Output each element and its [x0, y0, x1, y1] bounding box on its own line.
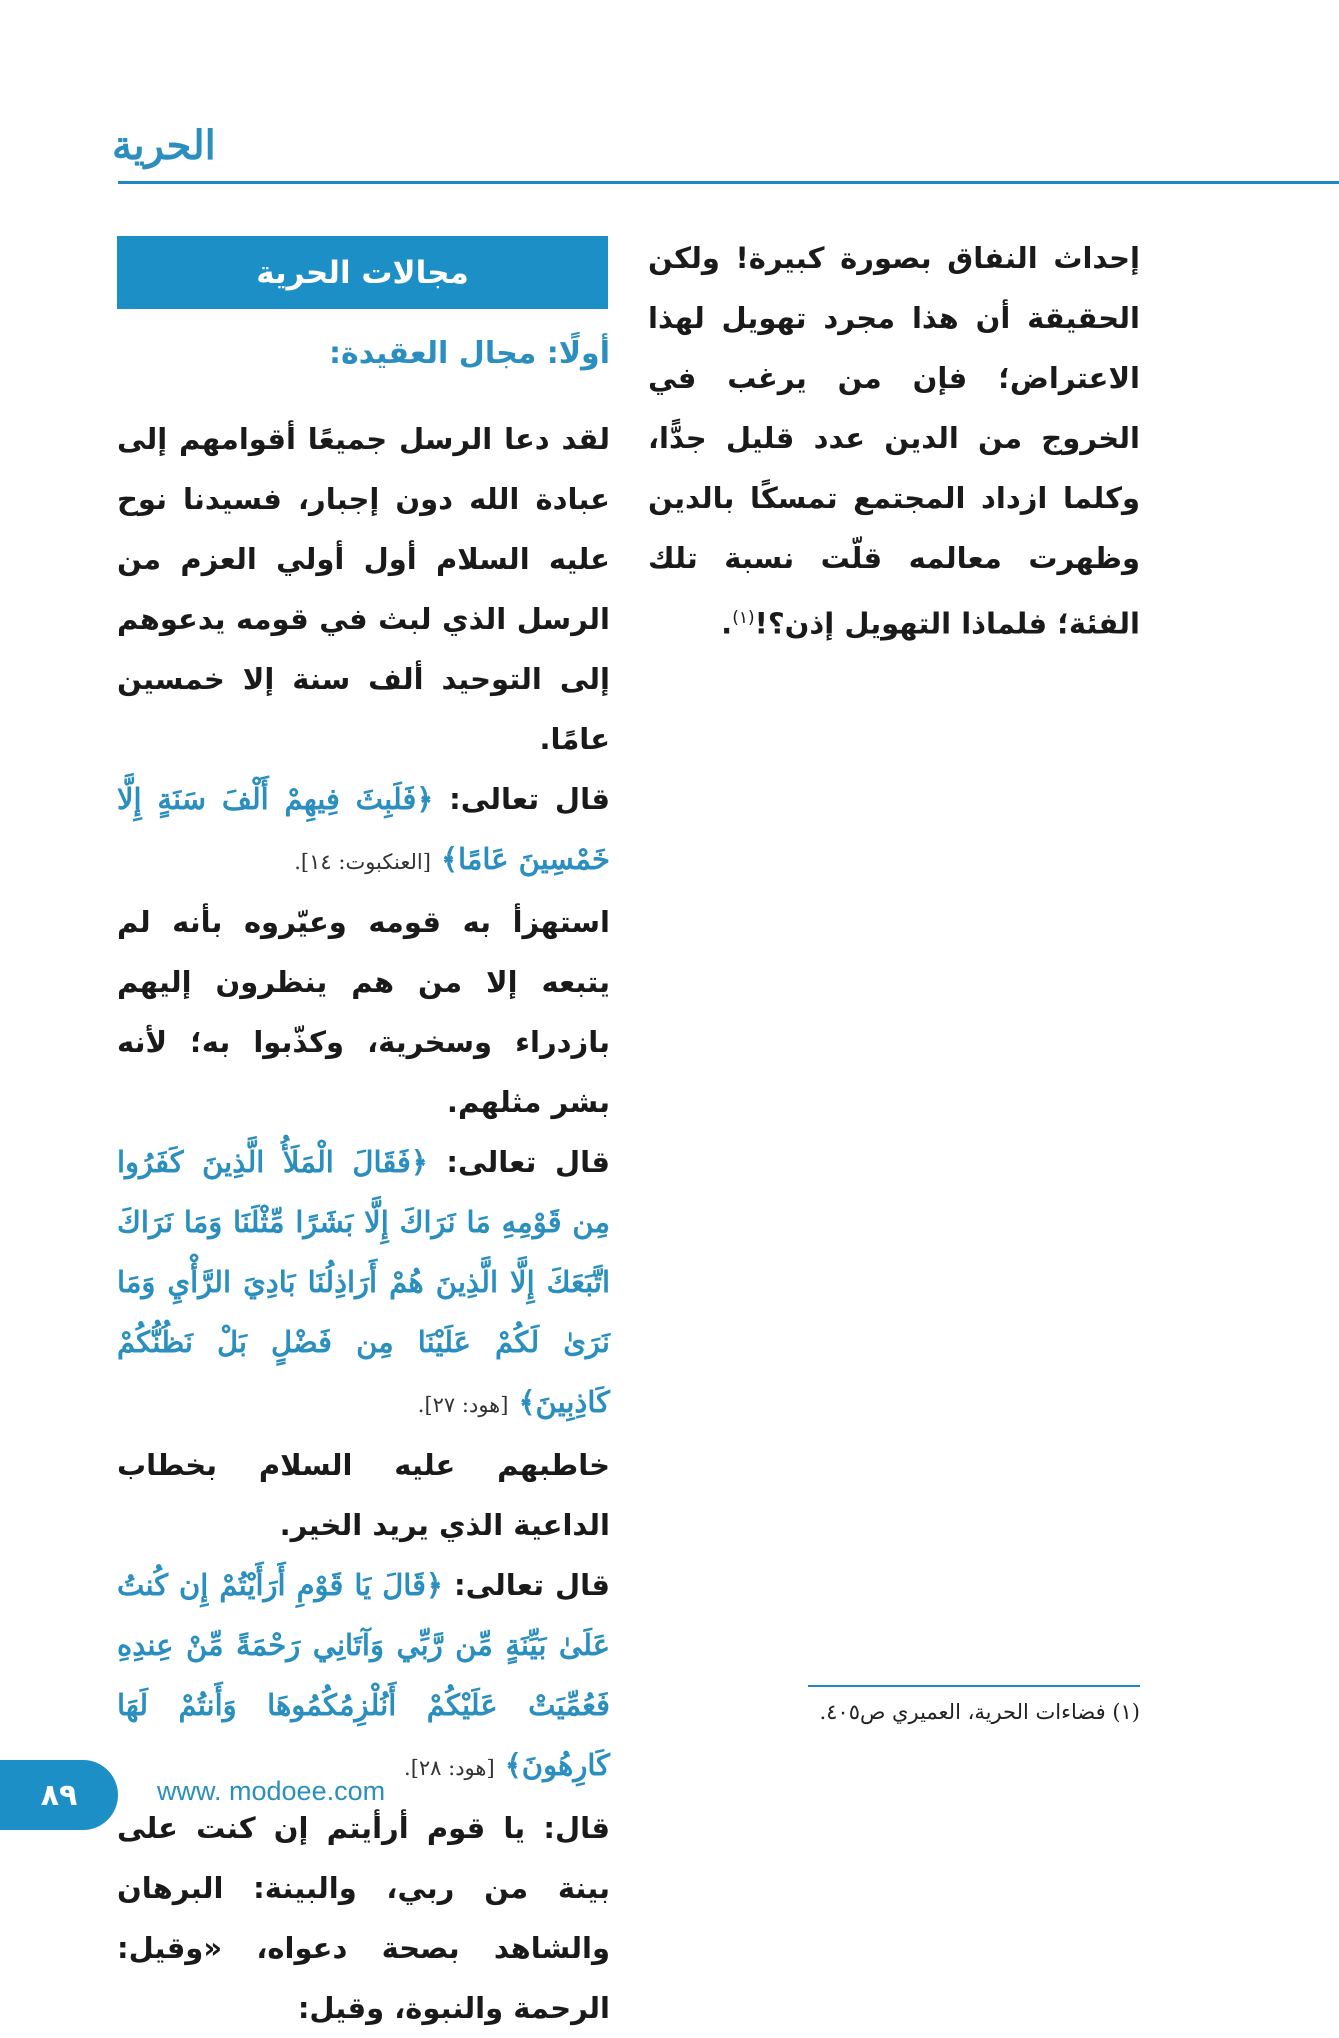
footnote-divider	[808, 1685, 1140, 1687]
page-number-badge	[0, 1760, 118, 1830]
quran-quote: قال تعالى: ﴿فَقَالَ الْمَلَأُ الَّذِينَ كَفَرُوا مِن قَوْمِهِ مَا نَرَاكَ إِلَّا بَشَرًا مِّثْلَنَا وَمَا نَرَاكَ اتَّبَعَكَ إِلَّا الَّذِينَ هُمْ أَرَاذِلُنَا بَادِيَ الرَّأْيِ وَمَا نَرَىٰ لَكُمْ عَلَيْنَا مِن فَضْلٍ بَلْ نَظُنُّكُمْ كَاذِبِينَ﴾ [هود: ٢٧].	[117, 1145, 610, 1419]
section-heading-label: مجالات الحرية	[256, 254, 469, 291]
right-column	[648, 228, 1140, 654]
quran-quote: قال تعالى: ﴿قَالَ يَا قَوْمِ أَرَأَيْتُمْ إِن كُنتُ عَلَىٰ بَيِّنَةٍ مِّن رَّبِّي وَآتَانِي رَحْمَةً مِّنْ عِندِهِ فَعُمِّيَتْ عَلَيْكُمْ أَنُلْزِمُكُمُوهَا وَأَنتُمْ لَهَا كَارِهُونَ﴾ [هود: ٢٨].	[117, 1568, 610, 1782]
verse-reference: [العنكبوت: ١٤].	[294, 850, 431, 874]
section-heading-box	[117, 236, 608, 309]
body-paragraph: إحداث النفاق بصورة كبيرة! ولكن الحقيقة أن هذا مجرد تهويل لهذا الاعتراض؛ فإن من يرغب في الخروج من الدين عدد قليل جدًّا، وكلما ازداد المجتمع تمسكًا بالدين وظهرت معالمه قلّت نسبة تلك الفئة؛ فلماذا التهويل إذن؟!$^{(١)}$.	[648, 241, 1140, 641]
body-paragraph: قال: يا قوم أرأيتم إن كنت على بينة من ربي، والبينة: البرهان والشاهد بصحة دعواه، «وقيل: الرحمة والنبوة، وقيل:	[117, 1811, 610, 2025]
body-paragraph: استهزأ به قومه وعيّروه بأنه لم يتبعه إلا من هم ينظرون إليهم بازدراء وسخرية، وكذّبوا به؛ لأنه بشر مثلهم.	[117, 905, 610, 1119]
footnote-marker[interactable]: (١)	[732, 608, 755, 628]
running-header-title: الحرية	[112, 122, 216, 169]
website-link[interactable]: www. modoee.com	[157, 1776, 386, 1806]
verse-reference: [هود: ٢٨].	[404, 1756, 495, 1780]
body-paragraph: خاطبهم عليه السلام بخطاب الداعية الذي يريد الخير.	[117, 1448, 610, 1542]
quran-quote: قال تعالى: ﴿فَلَبِثَ فِيهِمْ أَلْفَ سَنَةٍ إِلَّا خَمْسِينَ عَامًا﴾ [العنكبوت: ١٤].	[117, 782, 610, 876]
subheading: أولًا: مجال العقيدة:	[328, 336, 610, 371]
body-paragraph: لقد دعا الرسل جميعًا أقوامهم إلى عبادة الله دون إجبار، فسيدنا نوح عليه السلام أول أولي العزم من الرسل الذي لبث في قومه يدعوهم إلى التوحيد ألف سنة إلا خمسين عامًا.	[117, 422, 610, 756]
quran-verse: ﴿فَلَبِثَ فِيهِمْ أَلْفَ سَنَةٍ إِلَّا خَمْسِينَ عَامًا﴾	[117, 782, 610, 876]
page-number: ٨٩	[40, 1777, 78, 1813]
quran-verse: ﴿قَالَ يَا قَوْمِ أَرَأَيْتُمْ إِن كُنتُ عَلَىٰ بَيِّنَةٍ مِّن رَّبِّي وَآتَانِي رَحْمَةً مِّنْ عِندِهِ فَعُمِّيَتْ عَلَيْكُمْ أَنُلْزِمُكُمُوهَا وَأَنتُمْ لَهَا كَارِهُونَ﴾	[117, 1568, 610, 1782]
verse-reference: [هود: ٢٧].	[417, 1393, 509, 1417]
header-divider	[118, 181, 1339, 184]
footnote: (١) فضاءات الحرية، العميري ص٤٠٥.	[819, 1700, 1140, 1724]
quran-verse: ﴿فَقَالَ الْمَلَأُ الَّذِينَ كَفَرُوا مِن قَوْمِهِ مَا نَرَاكَ إِلَّا بَشَرًا مِّثْلَنَا وَمَا نَرَاكَ اتَّبَعَكَ إِلَّا الَّذِينَ هُمْ أَرَاذِلُنَا بَادِيَ الرَّأْيِ وَمَا نَرَىٰ لَكُمْ عَلَيْنَا مِن فَضْلٍ بَلْ نَظُنُّكُمْ كَاذِبِينَ﴾	[117, 1145, 610, 1419]
